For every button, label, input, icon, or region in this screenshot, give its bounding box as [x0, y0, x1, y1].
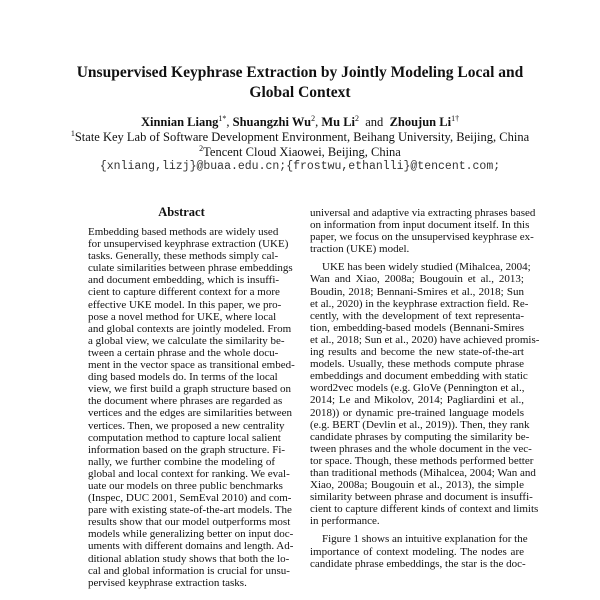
- text-line: view, we first build a graph structure based on: [88, 383, 292, 396]
- text-line: embeddings and document embedding with static: [310, 370, 528, 383]
- text-line: 2014; Le and Mikolov, 2014; Pagliardini et al.,: [310, 394, 524, 407]
- author-name: Zhoujun Li: [389, 115, 452, 130]
- text-line: UKE has been widely studied (Mihalcea, 2004;: [322, 261, 531, 274]
- text-line: and global contexts are jointly modeled. From: [88, 322, 292, 335]
- text-line: culate similarities between phrase embeddings: [88, 262, 293, 275]
- text-line: ditional ablation study shows that both the lo-: [88, 552, 290, 565]
- text-line: a global view, we calculate the similarity be-: [88, 334, 285, 347]
- text-line: cient to capture different context for a more: [88, 286, 280, 299]
- text-line: (e.g. BERT (Devlin et al., 2019)). Then, they rank: [310, 418, 530, 431]
- abstract-body: [88, 226, 295, 589]
- abstract-heading: Abstract: [158, 205, 205, 219]
- text-line: pose a novel method for UKE, where local: [88, 310, 277, 323]
- text-line: tasks. Generally, these methods simply cal-: [88, 250, 279, 263]
- text-line: importance of context modeling. The nodes are: [310, 545, 524, 558]
- text-line: tween a certain phrase and the whole docu-: [88, 346, 279, 359]
- text-line: pervised keyphrase extraction tasks.: [88, 576, 247, 589]
- text-line: 2018)) or dynamic pre-trained language models: [310, 406, 524, 419]
- text-line: information based on the graph structure. Fi-: [88, 443, 286, 456]
- text-line: (Inspec, DUC 2001, SemEval 2010) and com-: [88, 492, 292, 505]
- author-name: Xinnian Liang: [140, 115, 219, 130]
- text-line: effective UKE model. In this paper, we pro-: [88, 298, 282, 311]
- text-line: et al., 2020) in the keyphrase extraction field. Re-: [310, 297, 529, 310]
- text-line: than traditional methods (Mihalcea, 2004; Wan and: [310, 466, 536, 479]
- text-line: ment in the vector space as transitional embed-: [88, 359, 295, 372]
- text-line: et al., 2018; Sun et al., 2020) have achieved promis-: [310, 333, 540, 346]
- text-line: candidate phrases by computing the similarity be-: [310, 430, 530, 443]
- author-emails: {xnliang,lizj}@buaa.edu.cn;{frostwu,ethanlli}@tencent.com;: [99, 160, 501, 173]
- text-line: Xiao, 2008a; Bougouin et al., 2013), the simple: [310, 479, 524, 492]
- text-line: ing results and become the new state-of-the-art: [310, 346, 524, 359]
- text-line: the document where phrases are regarded as: [88, 395, 283, 408]
- text-line: traction (UKE) model.: [310, 243, 410, 256]
- text-line: in performance.: [310, 515, 380, 528]
- text-line: word2vec models (e.g. GloVe (Pennington et al.,: [310, 382, 525, 395]
- text-line: models while generalizing better on input doc-: [88, 528, 294, 541]
- text-line: nally, we further combine the modeling of: [88, 455, 275, 468]
- text-line: global and local context for ranking. We eval-: [88, 467, 290, 480]
- affiliation-1: $^1$State Key Lab of Software Development Environment, Beihang University, Beijing, China: [70, 129, 530, 145]
- text-line: paper, we focus on the unsupervised keyphrase ex-: [310, 231, 534, 244]
- text-line: vertices and the edges are similarities between: [88, 407, 293, 420]
- text-line: uments with different domains and length. Ad-: [88, 540, 294, 553]
- text-line: models. Usually, these methods compute phrase: [310, 358, 524, 371]
- introduction-body: [310, 207, 540, 570]
- text-line: universal and adaptive via extracting phrases based: [310, 207, 536, 219]
- text-line: cient to capture different kinds of context and limits: [310, 503, 539, 516]
- paper-title-line-2: Global Context: [249, 84, 351, 101]
- text-line: ding based models do. In terms of the local: [88, 371, 278, 384]
- text-line: tor space. Though, these methods performed better: [310, 454, 534, 467]
- text-line: tween phrases and the whole document in the vec-: [310, 442, 532, 455]
- affiliation-2: $^2$Tencent Cloud Xiaowei, Beijing, China: [199, 144, 401, 160]
- text-line: candidate phrase embeddings, the star is the doc-: [310, 557, 526, 570]
- text-line: and document embedding, which is insuffi-: [88, 274, 280, 287]
- author-name: Mu Li: [321, 115, 355, 130]
- text-line: results show that our model outperforms most: [88, 516, 291, 529]
- text-line: Wan and Xiao, 2008a; Bougouin et al., 2013;: [310, 273, 524, 286]
- author-name: Shuangzhi Wu: [232, 115, 312, 130]
- text-line: Boudin, 2018; Bennani-Smires et al., 2018; Sun: [310, 285, 524, 298]
- author-list: Xinnian Liang$^{1*}$, Shuangzhi Wu$^2$, Mu Li$^2$ and Zhoujun $Li^{1\dagger}$: [140, 114, 460, 130]
- text-line: similarity between phrase and document is insuffi-: [310, 491, 533, 504]
- text-line: Figure 1 shows an intuitive explanation for the: [322, 533, 528, 546]
- text-line: vertices. Then, we proposed a new centrality: [88, 419, 285, 432]
- text-line: computation method to capture local salient: [88, 431, 281, 444]
- text-line: Embedding based methods are widely used: [88, 226, 279, 238]
- text-line: uate our models on three public benchmarks: [88, 479, 283, 492]
- text-line: cal and global information is crucial for unsu-: [88, 564, 290, 577]
- text-line: on information from input document itself. In this: [310, 219, 530, 232]
- text-line: tion, embedding-based models (Bennani-Smires: [310, 321, 524, 334]
- text-line: cently, with the development of text representa-: [310, 309, 524, 322]
- paper-title-line-1: Unsupervised Keyphrase Extraction by Jointly Modeling Local and: [76, 64, 524, 81]
- text-line: for unsupervised keyphrase extraction (UKE): [88, 238, 289, 251]
- text-line: pare with existing state-of-the-art models. The: [88, 504, 292, 517]
